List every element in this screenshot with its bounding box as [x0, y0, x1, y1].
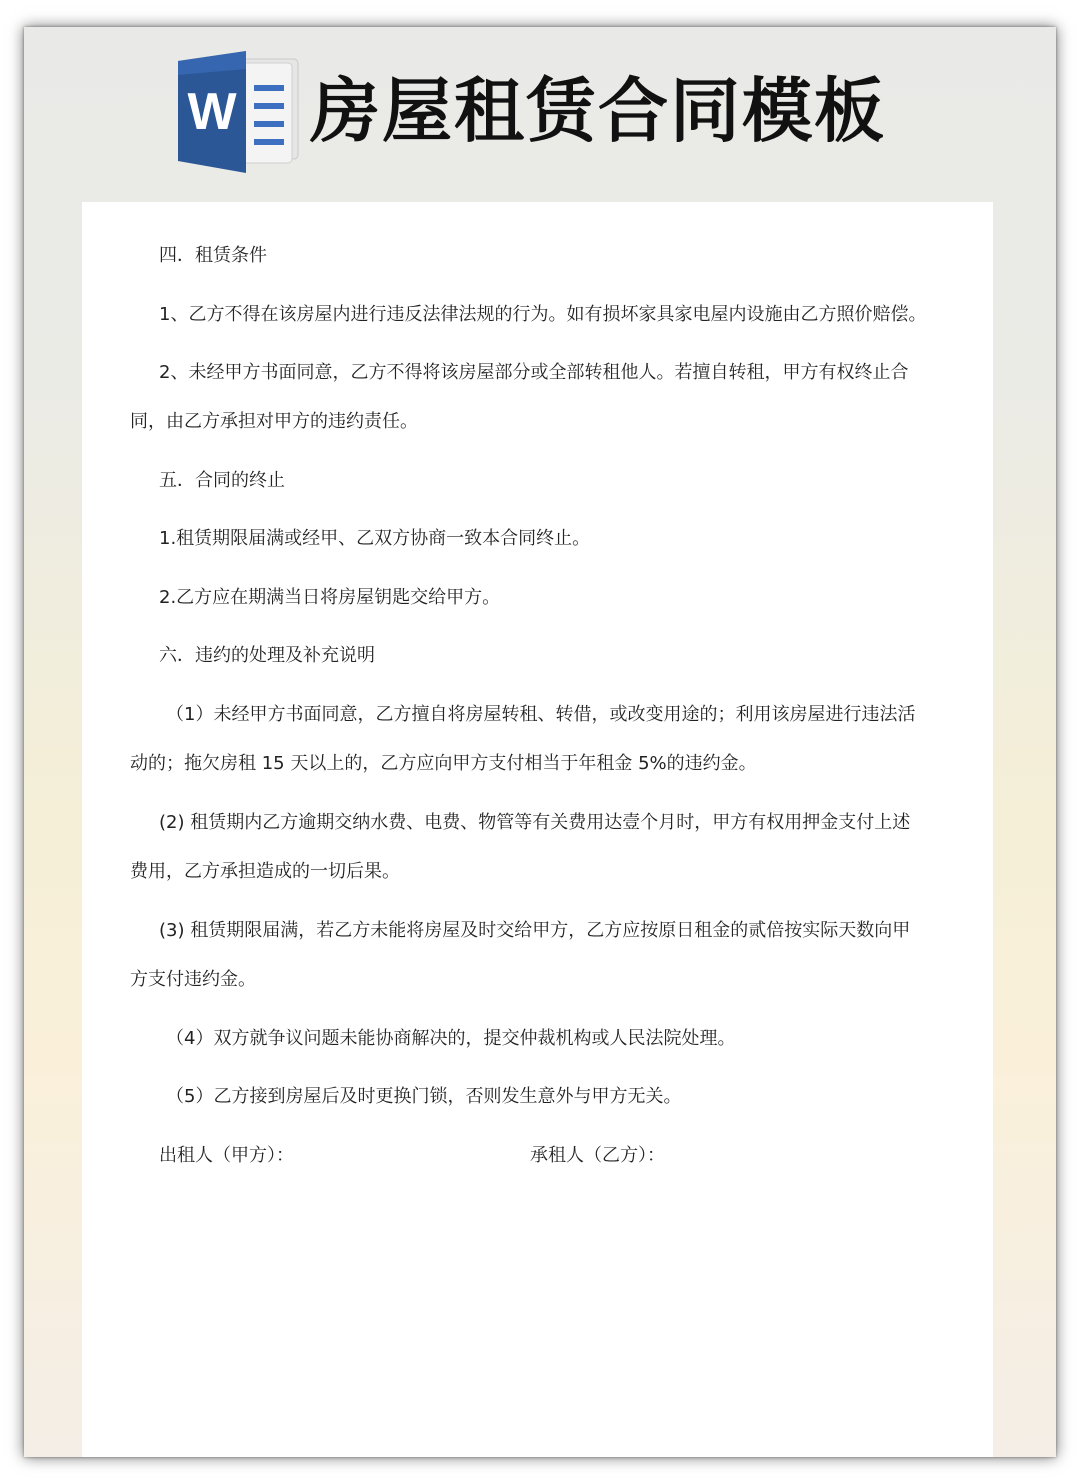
clause-text: 费用，乙方承担造成的一切后果。 — [130, 861, 400, 882]
clause-text: 1.租赁期限届满或经甲、乙双方协商一致本合同终止。 — [159, 528, 591, 549]
clause-text: 2.乙方应在期满当日将房屋钥匙交给甲方。 — [159, 587, 501, 608]
clause-text: 动的；拖欠房租 15 天以上的，乙方应向甲方支付相当于年租金 5%的违约金。 — [130, 753, 757, 774]
word-document-icon — [174, 49, 304, 175]
clause-text: （1）未经甲方书面同意，乙方擅自将房屋转租、转借，或改变用途的；利用该房屋进行违法活 — [166, 704, 916, 725]
header — [24, 27, 1056, 202]
document-page — [82, 202, 993, 1457]
lessee-signature-label: 承租人（乙方）： — [530, 1145, 665, 1166]
clause-text: 方支付违约金。 — [130, 969, 256, 990]
page-title: 房屋租赁合同模板 — [310, 70, 886, 152]
clause-text: （5）乙方接到房屋后及时更换门锁，否则发生意外与甲方无关。 — [166, 1086, 682, 1107]
clause-text: 2、未经甲方书面同意，乙方不得将该房屋部分或全部转租他人。若擅自转租，甲方有权终止合 — [159, 362, 909, 383]
section-heading: 四．租赁条件 — [159, 245, 267, 266]
word-letter: W — [187, 83, 237, 141]
clause-text: （4）双方就争议问题未能协商解决的，提交仲裁机构或人民法院处理。 — [166, 1028, 736, 1049]
clause-text: (2) 租赁期内乙方逾期交纳水费、电费、物管等有关费用达壹个月时，甲方有权用押金支付上述 — [159, 812, 911, 833]
section-heading: 六．违约的处理及补充说明 — [159, 645, 375, 666]
clause-text: 1、乙方不得在该房屋内进行违反法律法规的行为。如有损坏家具家电屋内设施由乙方照价赔偿。 — [159, 304, 927, 325]
clause-text: (3) 租赁期限届满，若乙方未能将房屋及时交给甲方，乙方应按原日租金的贰倍按实际天数向甲 — [159, 920, 911, 941]
section-heading: 五．合同的终止 — [159, 470, 285, 491]
clause-text: 同，由乙方承担对甲方的违约责任。 — [130, 411, 418, 432]
page-frame — [24, 27, 1056, 1457]
lessor-signature-label: 出租人（甲方）： — [159, 1145, 294, 1166]
